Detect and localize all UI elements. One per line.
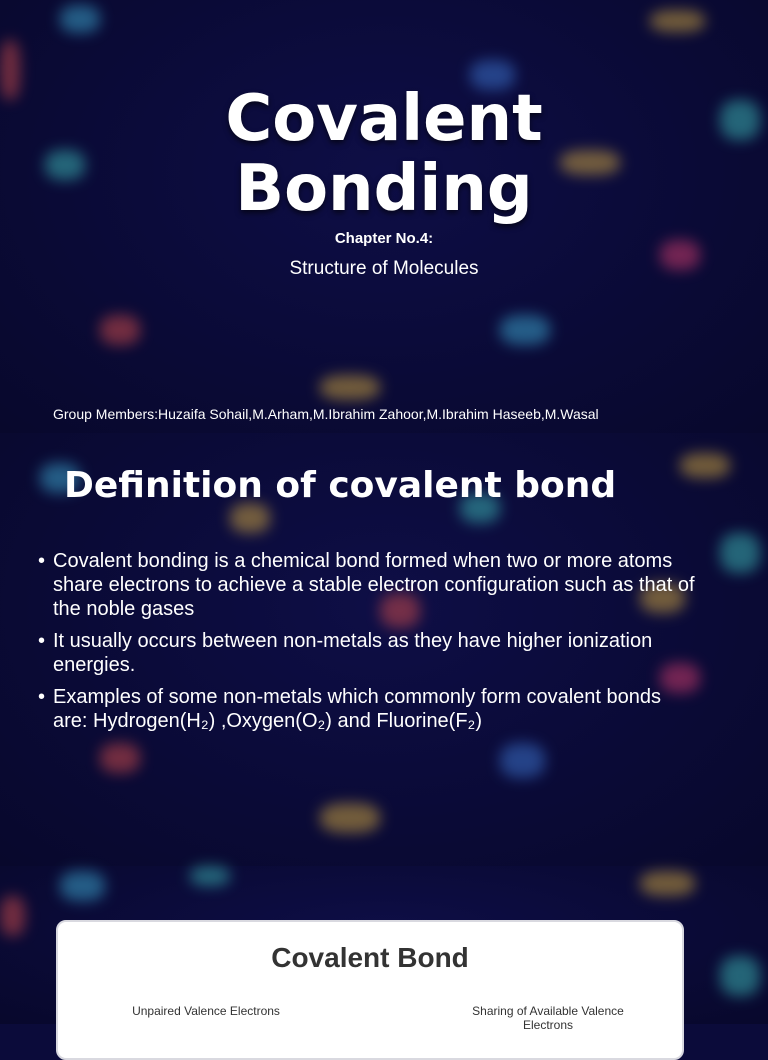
decorative-blob (720, 956, 760, 996)
diagram-slide (0, 866, 768, 1032)
decorative-blob (0, 896, 25, 936)
definition-heading: Definition of covalent bond (64, 465, 617, 506)
decorative-blob (680, 453, 730, 478)
title-line-1: Covalent (225, 82, 543, 156)
title-slide (0, 0, 768, 433)
bullet-list (38, 549, 698, 741)
decorative-blob (640, 871, 695, 896)
decorative-blob (500, 743, 545, 778)
decorative-blob (500, 315, 550, 345)
unpaired-electrons-label: Unpaired Valence Electrons (132, 1004, 280, 1018)
bullet-item: • It usually occurs between non-metals as they have higher ionization energies. (38, 629, 698, 677)
bullet-item: • Covalent bonding is a chemical bond formed when two or more atoms share electrons to achieve a stable electron configuration such as that of the noble gases (38, 549, 698, 621)
chapter-subtitle: Structure of Molecules (289, 258, 479, 279)
title-line-2: Bonding (235, 152, 533, 226)
decorative-blob (720, 533, 760, 573)
decorative-blob (60, 5, 100, 33)
decorative-blob (230, 503, 270, 533)
decorative-blob (190, 866, 230, 886)
decorative-blob (100, 315, 140, 345)
covalent-bond-card (56, 920, 684, 1060)
decorative-blob (650, 10, 705, 32)
definition-slide (0, 433, 768, 866)
decorative-blob (60, 871, 105, 901)
bullet-item: • Examples of some non-metals which commonly form covalent bonds are: Hydrogen(H₂) ,Oxygen(O₂) and Fluorine(F₂) (38, 685, 698, 733)
slide-title (0, 84, 768, 224)
decorative-blob (100, 743, 140, 773)
group-members: Group Members:Huzaifa Sohail,M.Arham,M.Ibrahim Zahoor,M.Ibrahim Haseeb,M.Wasal (53, 406, 599, 422)
shared-electrons-label: Sharing of Available Valence Electrons (472, 1004, 624, 1032)
decorative-blob (320, 375, 380, 400)
chapter-label: Chapter No.4: (334, 230, 434, 247)
card-title: Covalent Bond (271, 942, 469, 973)
decorative-blob (320, 803, 380, 833)
